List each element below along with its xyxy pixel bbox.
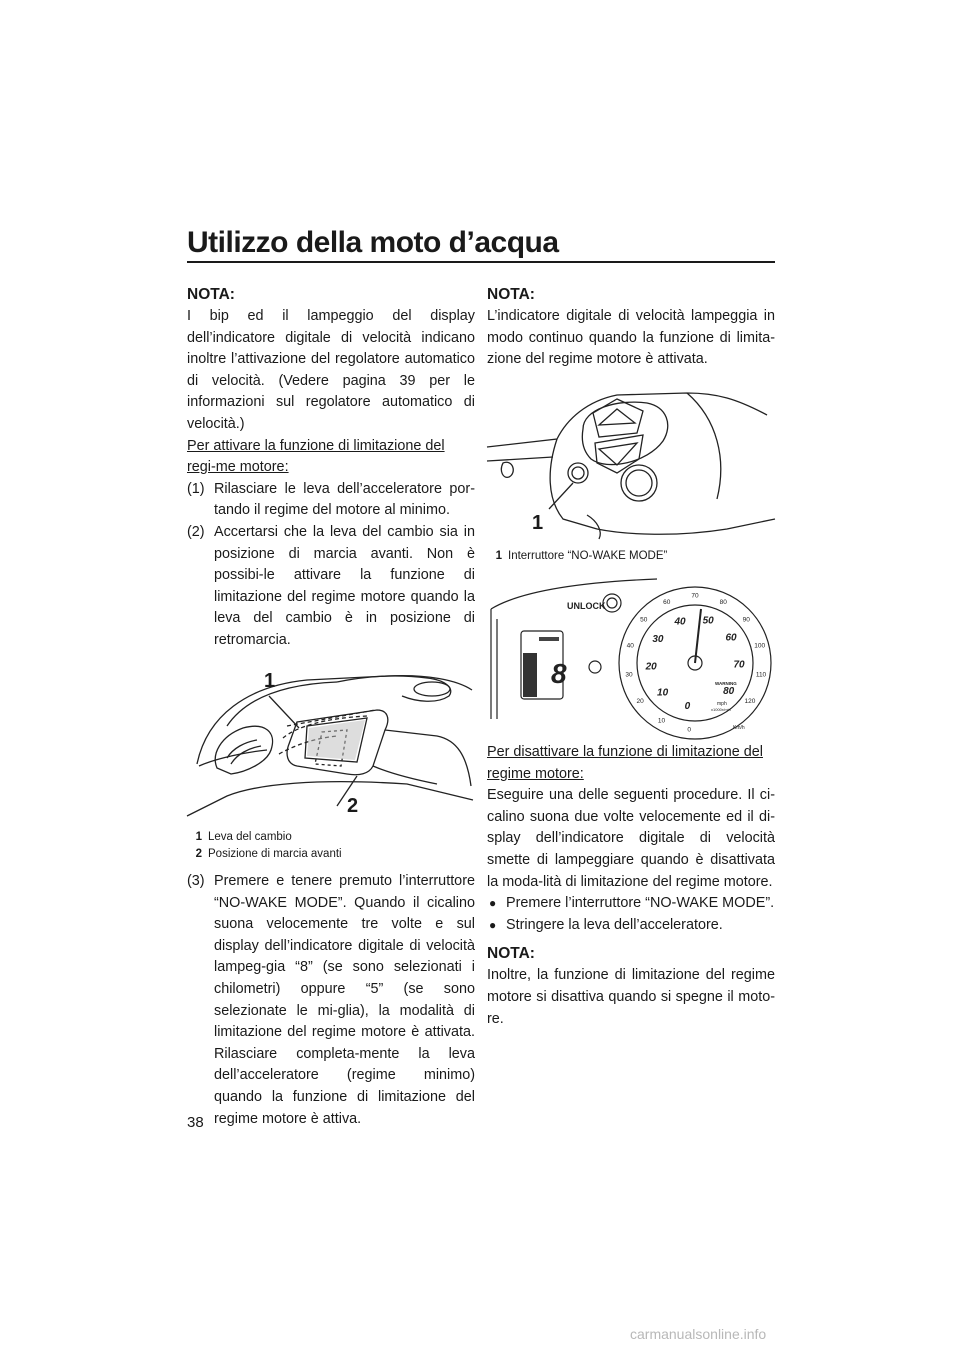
header-rule (187, 261, 775, 263)
caption-number: 2 (195, 848, 202, 861)
speed-scale-label: 90 (742, 616, 750, 624)
speed-scale-label: 100 (754, 642, 766, 650)
list-item-text: Premere l’interruttore “NO-WAKE MODE”. (506, 895, 775, 912)
watermark: carmanualsonline.info (630, 1326, 767, 1342)
speed-scale-label: 30 (625, 671, 633, 679)
right-column (487, 285, 775, 1030)
speed-scale-label: 60 (663, 599, 671, 607)
nota-text: Inoltre, la funzione di limitazione del regime motore si disattiva quando si spegne il moto-re. (487, 967, 775, 1027)
unlock-label: UNLOCK (567, 601, 606, 612)
nota-label: NOTA: (187, 286, 235, 303)
figure-caption (490, 548, 775, 565)
caption-number: 1 (495, 550, 502, 563)
speed-scale-label: 40 (626, 642, 634, 650)
digital-display-digit: 8 (551, 658, 567, 690)
speed-scale-label: 70 (691, 593, 699, 601)
procedure-heading: Per attivare la funzione di limitazione del regi-me motore: (187, 437, 445, 476)
handlebar-switch-illustration (487, 389, 775, 539)
page-number: 38 (187, 1114, 204, 1131)
page-title: Utilizzo della moto d’acqua (187, 226, 559, 259)
figure-callout-1: 1 (264, 669, 276, 692)
speed-scale-label: 10 (657, 718, 666, 726)
speed-scale-label: 20 (636, 698, 644, 706)
step-text: Rilasciare le leva dell’acceleratore por-tando il regime del motore al minimo. (214, 480, 475, 519)
nota-text: L’indicatore digitale di velocità lampeggia in modo continuo quando la funzione di limita-zione del regime motore è attivata. (487, 308, 775, 368)
speed-scale-label: 50 (640, 616, 648, 624)
step-number: (2) (187, 523, 205, 540)
nota-text: I bip ed il lampeggio del display dell’indicatore digitale di velocità indicano inoltre l’attivazione del regolatore automatico di velocità. (Vedere pagina 39 per le informazioni sul regolatore automatico di velocità.) (187, 308, 475, 432)
speed-scale-label: 80 (723, 686, 735, 698)
procedure-heading: Per disattivare la funzione di limitazione del regime motore: (487, 743, 763, 782)
nota-label: NOTA: (487, 286, 535, 303)
procedure-text: Eseguire una delle seguenti procedure. Il ci-calino suona due volte velocemente ed il di-splay dell’indicatore digitale di velocità smette di lampeggiare quando è disattivata la moda-lità di limitazione del regime motore. (487, 787, 775, 890)
caption-text: Leva del cambio (208, 831, 292, 844)
speed-scale-label: 50 (702, 616, 714, 628)
list-item (487, 893, 775, 915)
speed-scale-label: 60 (725, 632, 737, 644)
step-text: Premere e tenere premuto l’interruttore “NO-WAKE MODE”. Quando il cicalino suona velocemente tre volte e sul display dell’indicatore digitale di velocità lampeg-gia “8” (se sono selezionati i chilometri) oppure “5” (se sono selezionate le mi-glia), la modalità di limitazione del regime motore è attivata. Rilasciare completa-mente la leva dell’acceleratore (regime minimo) quando la funzione di limitazione del regime motore è attiva. (214, 873, 475, 1127)
speedometer-illustration (487, 579, 775, 734)
step-item (187, 479, 475, 522)
caption-number: 1 (195, 831, 202, 844)
speed-scale-label: 0 (687, 726, 692, 734)
figure-caption (190, 846, 475, 863)
figure-callout-2: 2 (347, 794, 359, 817)
figure-caption (190, 829, 475, 846)
nowake-switch-figure (487, 389, 775, 566)
list-item (487, 915, 775, 937)
step-item (187, 871, 475, 1130)
speed-scale-label: 10 (657, 687, 669, 699)
speed-scale-label: 80 (719, 599, 727, 607)
nota-label: NOTA: (487, 945, 535, 963)
rpm-unit-label: x1000r/min (711, 707, 731, 713)
left-column (187, 285, 475, 1130)
shift-lever-illustration (187, 666, 475, 822)
speed-scale-label: 30 (652, 634, 664, 646)
caption-text: Interruttore “NO-WAKE MODE” (508, 550, 668, 563)
figure-callout-1: 1 (532, 511, 544, 534)
mph-unit-label: mph (717, 701, 727, 708)
mph-scale (645, 616, 745, 712)
step-number: (1) (187, 480, 205, 497)
list-item-text: Stringere la leva dell’acceleratore. (506, 916, 723, 933)
bullet-icon: ● (489, 896, 497, 911)
bullet-icon: ● (489, 917, 497, 932)
speed-scale-label: 0 (684, 701, 691, 713)
step-item (187, 522, 475, 652)
speed-scale-label: 120 (744, 698, 756, 706)
speedometer-figure (487, 579, 775, 734)
kmh-unit-label: Km/h (733, 725, 745, 732)
caption-text: Posizione di marcia avanti (208, 848, 342, 861)
warning-label: WARNING (715, 681, 737, 687)
shift-lever-figure (187, 666, 475, 864)
step-number: (3) (187, 873, 205, 890)
speed-scale-label: 20 (645, 661, 657, 673)
speed-scale-label: 110 (755, 671, 767, 679)
speed-scale-label: 70 (733, 659, 745, 671)
speed-scale-label: 40 (674, 616, 686, 628)
step-text: Accertarsi che la leva del cambio sia in posizione di marcia avanti. Non è possibi-le attivare la funzione di limitazione del regime motore quando la leva del cambio è in posizione di retromarcia. (214, 523, 475, 648)
